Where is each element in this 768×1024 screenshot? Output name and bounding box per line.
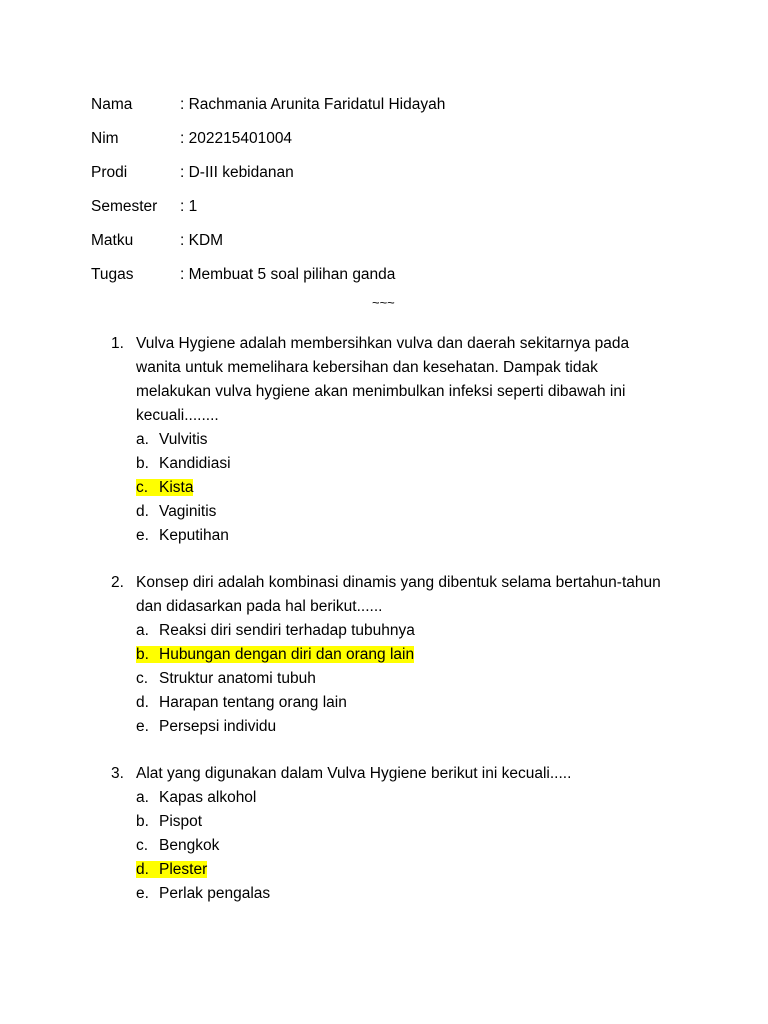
option-list bbox=[111, 428, 671, 548]
question-text: Vulva Hygiene adalah membersihkan vulva dan daerah sekitarnya pada wanita untuk memelihara kebersihan dan kesehatan. Dampak tidak melakukan vulva hygiene akan menimbulkan infeksi seperti dibawah ini kecuali........ bbox=[136, 335, 630, 424]
option-a: a. Kapas alkohol bbox=[136, 789, 257, 806]
option-b-highlighted: b. Hubungan dengan diri dan orang lain bbox=[136, 646, 415, 663]
option-d: d. Harapan tentang orang lain bbox=[136, 694, 347, 711]
info-value: : KDM bbox=[180, 232, 224, 249]
question-number: 1. bbox=[111, 335, 124, 352]
info-label: Tugas bbox=[91, 266, 134, 283]
info-label: Prodi bbox=[91, 164, 128, 181]
question-3 bbox=[111, 762, 671, 906]
option-b: b. Kandidiasi bbox=[136, 455, 231, 472]
info-value: : 1 bbox=[180, 198, 198, 215]
info-value: : Rachmania Arunita Faridatul Hidayah bbox=[180, 96, 446, 113]
question-number: 2. bbox=[111, 574, 124, 591]
option-d: d. Vaginitis bbox=[136, 503, 217, 520]
question-text: Alat yang digunakan dalam Vulva Hygiene berikut ini kecuali..... bbox=[136, 765, 572, 782]
question-2 bbox=[111, 571, 671, 739]
option-c: c. Bengkok bbox=[136, 837, 220, 854]
question-1 bbox=[111, 332, 671, 548]
option-e: e. Persepsi individu bbox=[136, 718, 277, 735]
option-c-highlighted: c. Kista bbox=[136, 479, 194, 496]
option-a: a. Vulvitis bbox=[136, 431, 208, 448]
info-value: : 202215401004 bbox=[180, 130, 293, 147]
info-label: Nama bbox=[91, 96, 133, 113]
info-value: : D-III kebidanan bbox=[180, 164, 294, 181]
option-d-highlighted: d. Plester bbox=[136, 861, 208, 878]
info-value: : Membuat 5 soal pilihan ganda bbox=[180, 266, 396, 283]
option-list bbox=[111, 786, 671, 906]
question-number: 3. bbox=[111, 765, 124, 782]
option-a: a. Reaksi diri sendiri terhadap tubuhnya bbox=[136, 622, 415, 639]
question-text: Konsep diri adalah kombinasi dinamis yang dibentuk selama bertahun-tahun dan didasarkan pada hal berikut...... bbox=[136, 574, 661, 615]
option-b: b. Pispot bbox=[136, 813, 203, 830]
info-label: Matku bbox=[91, 232, 134, 249]
option-list bbox=[111, 619, 671, 739]
option-c: c. Struktur anatomi tubuh bbox=[136, 670, 316, 687]
info-label: Nim bbox=[91, 130, 119, 147]
info-label: Semester bbox=[91, 198, 158, 215]
separator: ~~~ bbox=[372, 295, 395, 310]
option-e: e. Keputihan bbox=[136, 527, 229, 544]
option-e: e. Perlak pengalas bbox=[136, 885, 271, 902]
